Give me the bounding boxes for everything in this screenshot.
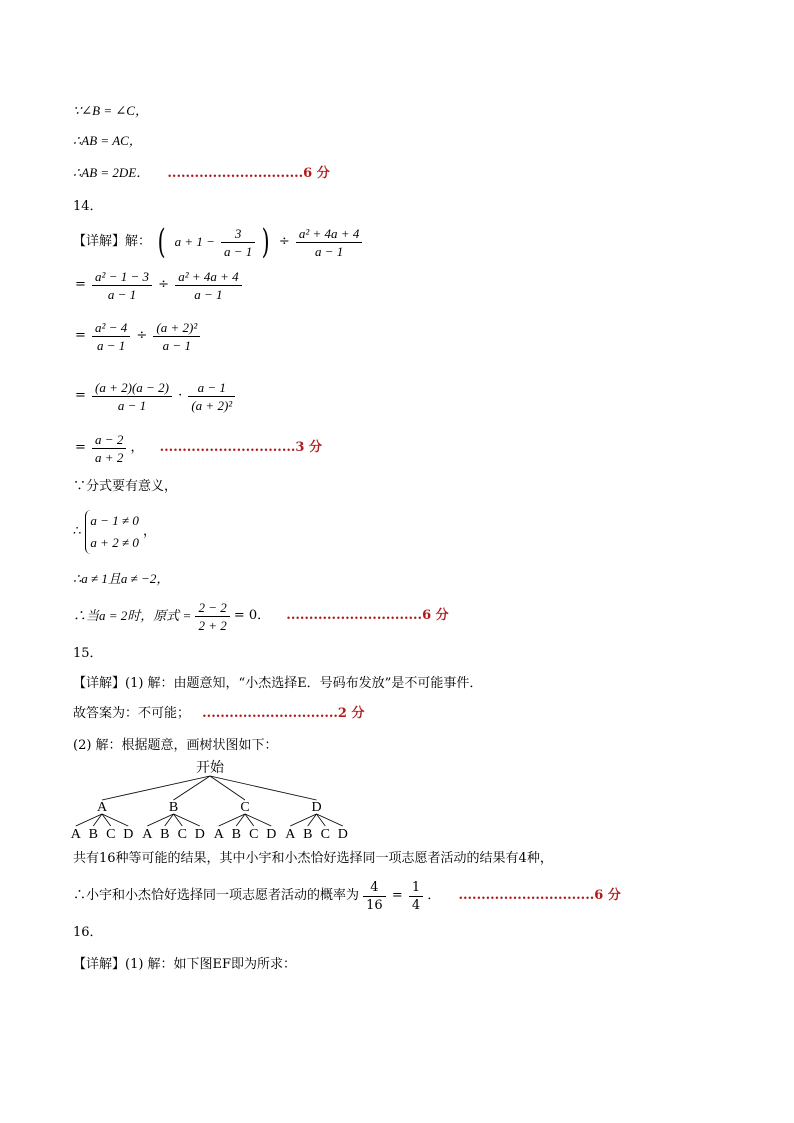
tree-root-label: 开始 — [196, 761, 224, 776]
fraction: $\frac{2 - 2}{2 + 2}$ — [195, 599, 229, 634]
tree-leaf-label: A — [213, 827, 224, 842]
q15-probability: ∴小宇和小杰恰好选择同一项志愿者活动的概率为 $\frac{4}{16}$ = $\frac{1}{4}$ ． ..............................6 分 — [73, 879, 621, 913]
tree-branch-label: C — [240, 800, 250, 815]
tree-edge — [210, 776, 317, 800]
q14-final: ∴当a = 2时，原式 = $\frac{2 - 2}{2 + 2}$ = 0． ..............................6 分 — [73, 599, 449, 633]
q15-total-outcomes: 共有16种等可能的结果，其中小宇和小杰恰好选择同一项志愿者活动的结果有4种， — [73, 851, 553, 866]
divide-sign: ÷ — [278, 234, 290, 249]
tree-leaf-label: B — [88, 827, 98, 842]
tree-leaf-label: A — [285, 827, 296, 842]
fraction: $\frac{\text{a² + 4a + 4}}{a - 1}$ — [296, 225, 362, 260]
tree-leaf-label: D — [337, 827, 348, 842]
score-mark: ..............................2 分 — [202, 706, 365, 721]
tree-edge — [102, 776, 210, 800]
score-mark: ..............................6 分 — [167, 166, 330, 181]
tree-branch-label: D — [311, 800, 322, 815]
tree-leaf-label: A — [142, 827, 153, 842]
divide-sign: ÷ — [136, 328, 148, 343]
q14-step-1 — [73, 222, 362, 262]
equation-system: a − 1 ≠ 0 a + 2 ≠ 0 — [85, 510, 138, 554]
fraction: $\frac{\text{a² − 1 − 3}}{a - 1}$ — [92, 268, 152, 303]
q14-step-5: = $\frac{a - 2}{a + 2}$ ， ..............................3 分 — [73, 428, 322, 468]
proof-line-1: ∵∠B = ∠C， — [73, 103, 148, 118]
equals-sign: = — [75, 440, 86, 455]
detail-label: 【详解】解： — [73, 234, 152, 249]
tree-leaf-label: C — [106, 827, 116, 842]
divide-sign: ÷ — [158, 277, 170, 292]
q15-part-1-answer: 故答案为：不可能； ..............................2 分 — [73, 706, 365, 721]
tree-branch-label: A — [96, 800, 108, 815]
tree-branch-label: B — [168, 800, 179, 815]
tree-leaf-label: B — [231, 827, 241, 842]
q14-result: ∴a ≠ 1且a ≠ −2， — [73, 571, 170, 586]
q15-part-1: 【详解】(1) 解：由题意知，“小杰选择E．号码布发放”是不可能事件． — [73, 676, 483, 691]
open-paren: ( — [157, 222, 166, 262]
tree-edge — [174, 776, 211, 800]
proof-line-3 — [73, 162, 330, 184]
fraction: $\frac{3}{a - 1}$ — [221, 225, 255, 260]
score-mark: ..............................3 分 — [159, 440, 322, 455]
fraction: $\frac{a - 2}{a + 2}$ — [92, 431, 126, 466]
tree-diagram — [70, 758, 360, 844]
q16-part-1: 【详解】(1) 解：如下图EF即为所求： — [73, 957, 297, 972]
score-mark: ..............................6 分 — [286, 608, 449, 623]
tree-leaf-label: C — [249, 827, 259, 842]
close-paren: ) — [262, 222, 271, 262]
proof-line-2: ∴AB = AC， — [73, 133, 142, 148]
score-mark: ..............................6 分 — [458, 888, 621, 903]
q14-step-3 — [73, 316, 200, 356]
proof-line-3-text: ∴AB = 2DE． — [73, 165, 150, 180]
multiply-dot: · — [178, 388, 183, 403]
q15-part-2: (2) 解：根据题意，画树状图如下： — [73, 738, 278, 753]
tree-leaf-label: D — [194, 827, 205, 842]
equals-sign: = — [75, 328, 86, 343]
tree-leaf-label: A — [70, 827, 81, 842]
expr-term: a + 1 − — [174, 234, 215, 249]
q14-step-4 — [73, 374, 235, 418]
equals-sign: = — [75, 388, 86, 403]
equals-sign: = — [75, 277, 86, 292]
question-14-number: 14． — [73, 199, 103, 214]
fraction: $\frac{(a + 2)(a - 2)}{a - 1}$ — [92, 379, 172, 414]
tree-leaf-label: D — [266, 827, 277, 842]
fraction: $\frac{\text{(a + 2)²}}{a - 1}$ — [153, 319, 200, 354]
question-15-number: 15． — [73, 646, 103, 661]
tree-leaf-label: B — [160, 827, 170, 842]
fraction: $\frac{1}{4}$ — [409, 879, 423, 914]
fraction: $\frac{a - 1}{\text{(a + 2)²}}$ — [188, 379, 235, 414]
tree-leaf-label: C — [320, 827, 330, 842]
q14-condition: ∵分式要有意义， — [73, 479, 178, 494]
q14-system: ∴ a − 1 ≠ 0 a + 2 ≠ 0 ， — [73, 508, 156, 556]
tree-leaf-label: B — [303, 827, 313, 842]
fraction: $\frac{\text{a² − 4}}{a - 1}$ — [92, 319, 130, 354]
tree-leaf-label: C — [177, 827, 187, 842]
fraction: $\frac{4}{16}$ — [363, 879, 386, 914]
q14-step-2 — [73, 265, 242, 305]
question-16-number: 16． — [73, 925, 103, 940]
tree-leaf-label: D — [123, 827, 134, 842]
fraction: $\frac{\text{a² + 4a + 4}}{a - 1}$ — [175, 268, 241, 303]
